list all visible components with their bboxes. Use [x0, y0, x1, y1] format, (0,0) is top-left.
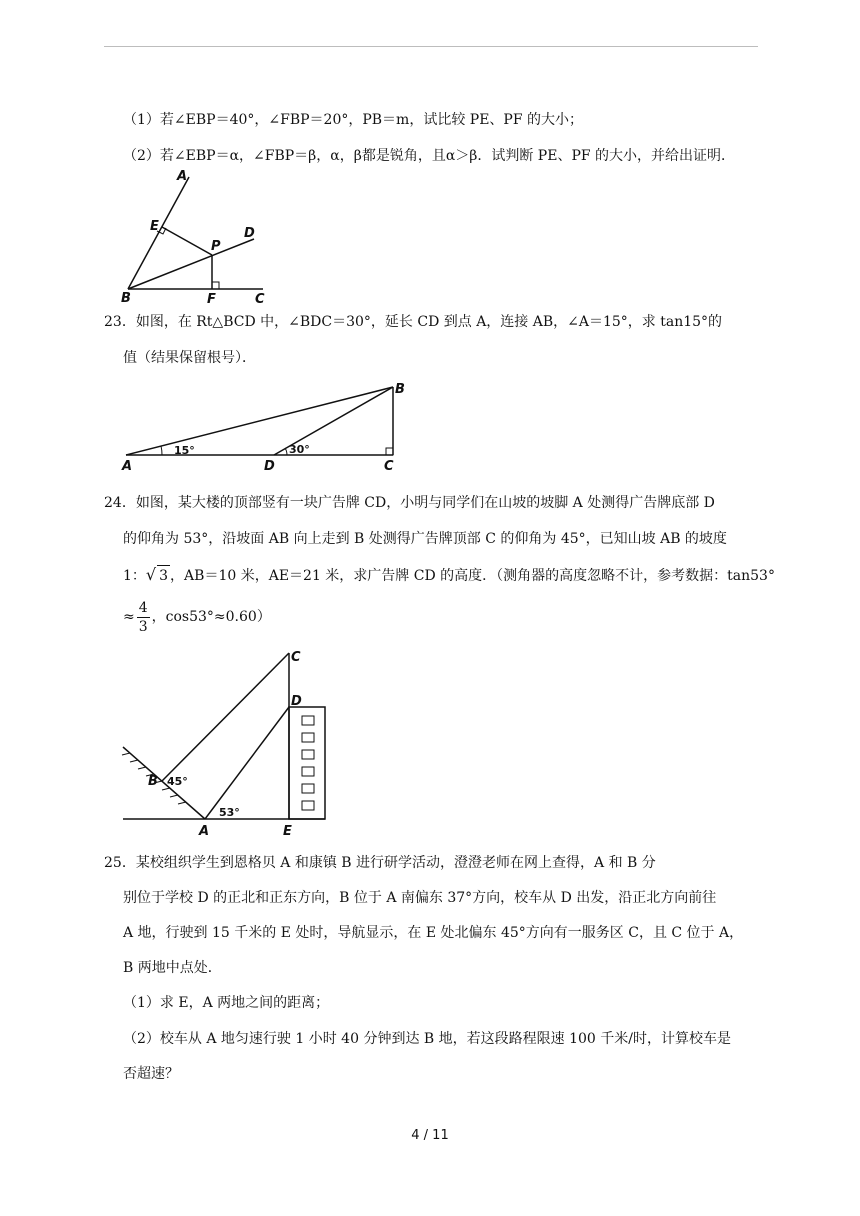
q25-part1: （1）求 E，A 两地之间的距离；: [123, 995, 330, 1011]
q22-label-A: A: [177, 169, 188, 184]
q23-label-B: B: [395, 382, 405, 397]
q22-part1: （1）若∠EBP＝40°，∠FBP＝20°，PB＝m，试比较 PE、PF 的大小；: [123, 112, 584, 128]
q24-line3-rest: ，AB＝10 米，AE＝21 米，求广告牌 CD 的高度．（测角器的高度忽略不计，参考数据：tan53°: [170, 568, 775, 584]
q22-label-D: D: [244, 226, 255, 241]
q25-line1: 25．某校组织学生到恩格贝 A 和康镇 B 进行研学活动，澄澄老师在网上查得，A 和 B 分: [104, 855, 656, 871]
q22-label-P: P: [211, 239, 221, 254]
q23-label-C: C: [384, 459, 394, 474]
q22-figure: [118, 166, 278, 306]
q24-label-D: D: [291, 694, 302, 709]
q22-part2: （2）若∠EBP＝α，∠FBP＝β，α，β都是锐角，且α＞β．试判断 PE、PF 的大小，并给出证明．: [123, 148, 736, 164]
q24-line2: 的仰角为 53°，沿坡面 AB 向上走到 B 处测得广告牌顶部 C 的仰角为 45°，已知山坡 AB 的坡度: [123, 531, 727, 547]
q24-sqrt-value: 3: [157, 565, 170, 586]
page-number: 4 / 11: [411, 1128, 449, 1143]
q23-line2: 值（结果保留根号）．: [123, 350, 256, 366]
q24-ratio-prefix: 1：: [123, 568, 146, 584]
q24-angle-A: 53°: [219, 806, 240, 819]
q22-label-E: E: [150, 219, 159, 234]
q25-line2: 别位于学校 D 的正北和正东方向，B 位于 A 南偏东 37°方向，校车从 D 出发，沿正北方向前往: [123, 890, 717, 906]
q24-figure: [118, 645, 348, 840]
q24-line4: [123, 598, 271, 636]
q22-label-F: F: [207, 292, 216, 307]
q24-label-E: E: [283, 824, 292, 839]
q23-angle-D: 30°: [289, 443, 310, 456]
q22-label-C: C: [255, 292, 265, 307]
q22-label-B: B: [121, 291, 131, 306]
q24-frac-numerator: 4: [138, 599, 148, 616]
q23-angle-A: 15°: [174, 444, 195, 457]
q24-approx-sign: ≈: [123, 609, 135, 625]
sqrt-sign: √: [145, 565, 157, 584]
q24-label-B: B: [148, 774, 158, 789]
q25-line3: A 地，行驶到 15 千米的 E 处时，导航显示，在 E 处北偏东 45°方向有一服务区 C，且 C 位于 A，: [123, 925, 744, 941]
q25-line4: B 两地中点处．: [123, 960, 222, 976]
q24-line4-rest: ，cos53°≈0.60）: [151, 609, 271, 625]
q24-label-C: C: [291, 650, 301, 665]
q23-label-A: A: [122, 459, 133, 474]
q24-line1: 24．如图，某大楼的顶部竖有一块广告牌 CD，小明与同学们在山坡的坡脚 A 处测得广告牌底部 D: [104, 495, 715, 511]
q23-line1: 23．如图，在 Rt△BCD 中，∠BDC＝30°，延长 CD 到点 A，连接 AB，∠A＝15°，求 tan15°的: [104, 314, 723, 330]
header-rule: [104, 46, 758, 47]
q23-figure: [118, 378, 418, 478]
q23-label-D: D: [264, 459, 275, 474]
q24-line3: [123, 565, 775, 586]
q25-part2a: （2）校车从 A 地匀速行驶 1 小时 40 分钟到达 B 地，若这段路程限速 100 千米/时，计算校车是: [123, 1031, 731, 1047]
q24-fraction: [137, 599, 150, 636]
q24-angle-B: 45°: [167, 775, 188, 788]
q24-label-A: A: [199, 824, 210, 839]
q25-part2b: 否超速？: [123, 1066, 179, 1082]
q24-frac-denominator: 3: [138, 618, 148, 635]
